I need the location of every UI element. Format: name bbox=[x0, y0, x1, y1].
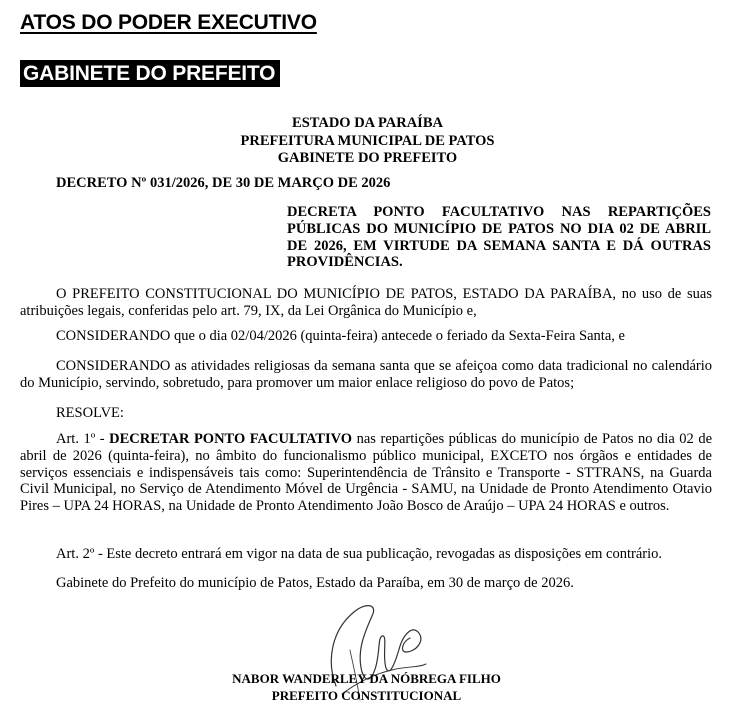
considerando-paragraph-2: CONSIDERANDO as atividades religiosas da semana santa que se afeiçoa como data tradicional no calendário do Município, servindo, sobretudo, para promover um maior enlace religioso do povo de Patos; bbox=[20, 358, 712, 391]
gabinete-bar: GABINETE DO PREFEITO bbox=[20, 60, 280, 87]
signatory-name: NABOR WANDERLEY DA NÓBREGA FILHO bbox=[232, 671, 501, 686]
article-1-text: nas repartições públicas do município de Patos no dia 02 de abril de 2026 (quinta-feira), no âmbito do funcionalismo público municipal, EXCETO nos órgãos e entidades de serviços essenciais e indispensáveis tais como: Superintendência de Trânsito e Transporte - STTRANS, na Guarda Civil Municipal, no Serviço de Atendimento Móvel de Urgência - SAMU, na Unidade de Pronto Atendimento Otavio Pires – UPA 24 HORAS, na Unidade de Pronto Atendimento João Bosco de Araújo – UPA 24 HORAS e outros. bbox=[20, 431, 713, 515]
decree-number: DECRETO Nº 031/2026, DE 30 DE MARÇO DE 2026 bbox=[56, 175, 391, 191]
article-1-bold: DECRETAR PONTO FACULTATIVO bbox=[109, 431, 353, 447]
signature-block bbox=[0, 670, 729, 704]
resolve-paragraph: RESOLVE: bbox=[56, 405, 124, 421]
preamble-paragraph: O PREFEITO CONSTITUCIONAL DO MUNICÍPIO DE PATOS, ESTADO DA PARAÍBA, no uso de suas atribuições legais, conferidas pelo art. 79, IX, da Lei Orgânica do Município e, bbox=[20, 286, 712, 319]
considerando-paragraph-1: CONSIDERANDO que o dia 02/04/2026 (quinta-feira) antecede o feriado da Sexta-Feira Santa, e bbox=[56, 328, 625, 344]
decree-ementa: DECRETA PONTO FACULTATIVO NAS REPARTIÇÕES PÚBLICAS DO MUNICÍPIO DE PATOS NO DIA 02 DE ABRIL DE 2026, EM VIRTUDE DA SEMANA SANTA E DÁ OUTRAS PROVIDÊNCIAS. bbox=[287, 204, 711, 271]
header-state: ESTADO DA PARAÍBA bbox=[292, 115, 443, 131]
signatory-title: PREFEITO CONSTITUCIONAL bbox=[271, 688, 462, 703]
article-1-paragraph bbox=[20, 431, 712, 515]
section-title: ATOS DO PODER EXECUTIVO bbox=[20, 11, 317, 34]
document-header bbox=[0, 115, 729, 168]
article-2-paragraph: Art. 2º - Este decreto entrará em vigor na data de sua publicação, revogadas as disposições em contrário. bbox=[56, 546, 663, 562]
header-prefeitura: PREFEITURA MUNICIPAL DE PATOS bbox=[240, 132, 495, 149]
header-gabinete: GABINETE DO PREFEITO bbox=[277, 150, 458, 166]
closing-paragraph: Gabinete do Prefeito do município de Patos, Estado da Paraíba, em 30 de março de 2026. bbox=[56, 575, 574, 591]
article-1-prefix: Art. 1º - bbox=[56, 431, 110, 447]
